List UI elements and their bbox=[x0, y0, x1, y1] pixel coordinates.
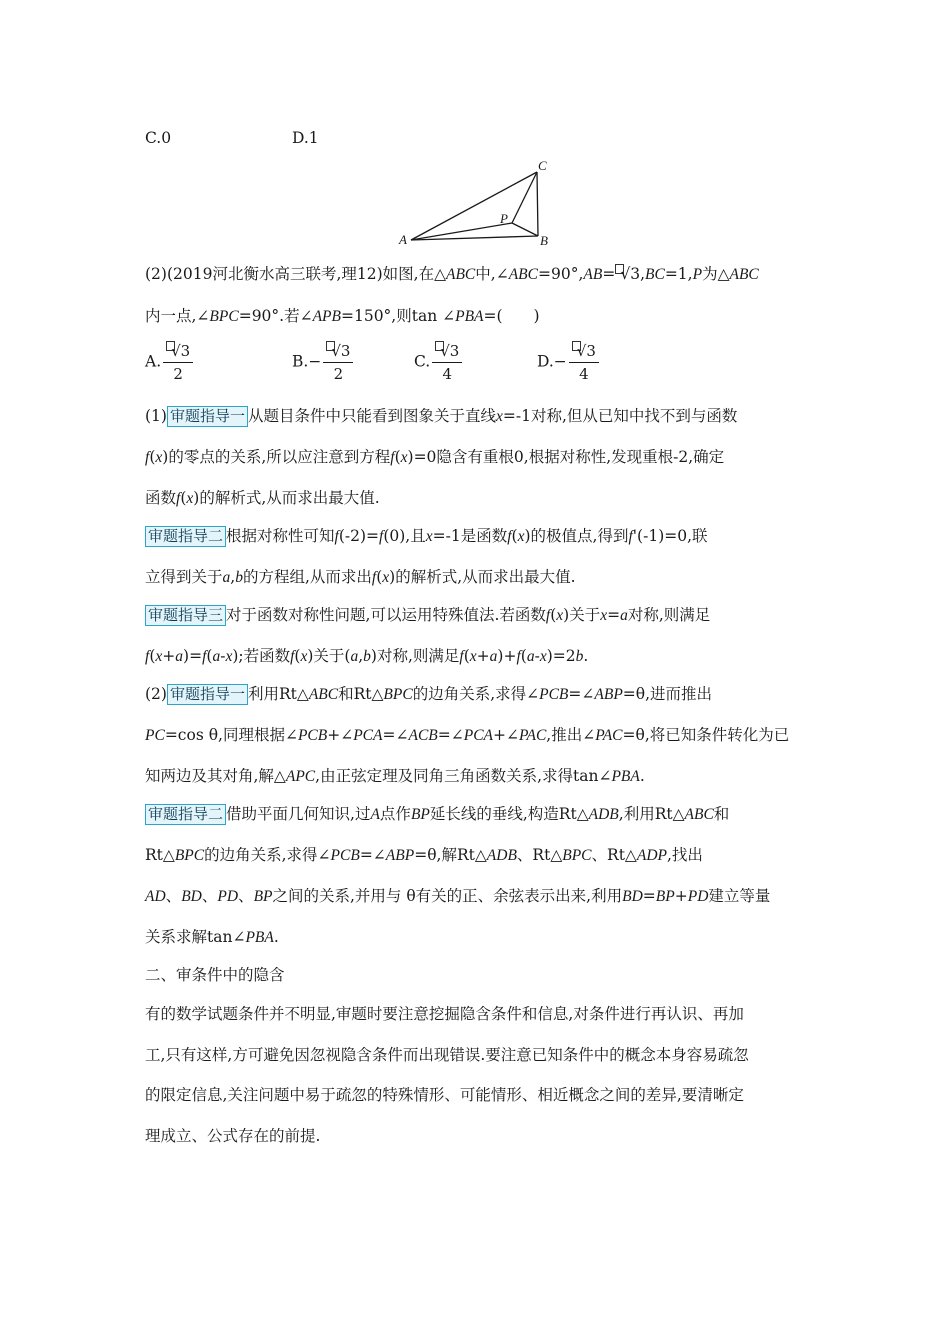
section-heading: 二、审条件中的隐含 bbox=[145, 966, 285, 984]
guide-3-line-1: 审题指导三 对于函数对称性问题,可以运用特殊值法.若函数f(x)关于x=a对称,则满足 bbox=[145, 604, 710, 627]
section-paragraph-line-1: 有的数学试题条件并不明显,审题时要注意挖掘隐含条件和信息,对条件进行再认识、再加 bbox=[145, 1005, 744, 1023]
section-paragraph-line-2: 工,只有这样,方可避免因忽视隐含条件而出现错误.要注意已知条件中的概念本身容易疏忽 bbox=[145, 1046, 749, 1064]
choice-c: C. $\frac{√3}{4}$ bbox=[414, 340, 464, 385]
guide-tag: 审题指导二 bbox=[145, 526, 226, 547]
label-b: B bbox=[540, 233, 548, 248]
option-d: D.1 bbox=[292, 129, 319, 147]
section-paragraph-line-4: 理成立、公式存在的前提. bbox=[145, 1127, 321, 1145]
guide-4-line-2: PC=cos θ,同理根据∠PCB+∠PCA=∠ACB=∠PCA+∠PAC,推出∠PAC=θ,将已知条件转化为已 bbox=[145, 726, 790, 744]
label-a: A bbox=[399, 232, 407, 247]
choice-d: D.− $\frac{√3}{4}$ bbox=[537, 340, 601, 385]
guide-tag: 审题指导一 bbox=[167, 406, 248, 427]
segment-cp bbox=[512, 172, 537, 223]
guide-2-line-2: 立得到关于a,b的方程组,从而求出f(x)的解析式,从而求出最大值. bbox=[145, 568, 576, 586]
choice-a: A. $\frac{√3}{2}$ bbox=[145, 340, 195, 385]
guide-2-line-1: 审题指导二 根据对称性可知f(-2)=f(0),且x=-1是函数f(x)的极值点,得到f'(-1)=0,联 bbox=[145, 525, 708, 548]
guide-4-line-1: (2) 审题指导一 利用Rt△ABC和Rt△BPC的边角关系,求得∠PCB=∠ABP=θ,进而推出 bbox=[145, 685, 713, 703]
choice-b: B.− $\frac{√3}{2}$ bbox=[292, 340, 355, 385]
guide-1-line-3: 函数f(x)的解析式,从而求出最大值. bbox=[145, 489, 380, 507]
guide-5-line-3: AD、BD、PD、BP之间的关系,并用与 θ有关的正、余弦表示出来,利用BD=BP+PD建立等量 bbox=[145, 887, 771, 905]
guide-tag: 审题指导二 bbox=[145, 804, 226, 825]
guide-5-line-1: 审题指导二 借助平面几何知识,过A点作BP延长线的垂线,构造Rt△ADB,利用Rt△ABC和 bbox=[145, 803, 729, 826]
question-2-line-1: (2)(2019河北衡水高三联考,理12)如图,在△ABC中,∠ABC=90°,AB= √3,BC=1,P为△ABC bbox=[145, 265, 759, 283]
guide-tag: 审题指导三 bbox=[145, 605, 226, 626]
option-c: C.0 bbox=[145, 129, 172, 147]
label-c: C bbox=[538, 158, 547, 173]
guide-5-line-2: Rt△BPC的边角关系,求得∠PCB=∠ABP=θ,解Rt△ADB、Rt△BPC、Rt△ADP,找出 bbox=[145, 846, 703, 864]
segment-bp bbox=[512, 223, 538, 236]
label-p: P bbox=[500, 211, 508, 226]
guide-tag: 审题指导一 bbox=[167, 684, 248, 705]
question-2-line-2: 内一点,∠BPC=90°.若∠APB=150°,则tan ∠PBA=( ) bbox=[145, 307, 540, 325]
guide-4-line-3: 知两边及其对角,解△APC,由正弦定理及同角三角函数关系,求得tan∠PBA. bbox=[145, 767, 645, 785]
section-paragraph-line-3: 的限定信息,关注问题中易于疏忽的特殊情形、可能情形、相近概念之间的差异,要清晰定 bbox=[145, 1086, 744, 1104]
triangle-figure bbox=[395, 157, 560, 249]
guide-1-line-2: f(x)的零点的关系,所以应注意到方程f(x)=0隐含有重根0,根据对称性,发现重根-2,确定 bbox=[145, 448, 725, 466]
guide-1-line-1: (1) 审题指导一 从题目条件中只能看到图象关于直线x=-1对称,但从已知中找不到与函数 bbox=[145, 407, 738, 425]
segment-bc bbox=[537, 172, 538, 236]
guide-3-line-2: f(x+a)=f(a-x);若函数f(x)关于(a,b)对称,则满足f(x+a)+f(a-x)=2b. bbox=[145, 647, 589, 665]
guide-5-line-4: 关系求解tan∠PBA. bbox=[145, 928, 279, 946]
